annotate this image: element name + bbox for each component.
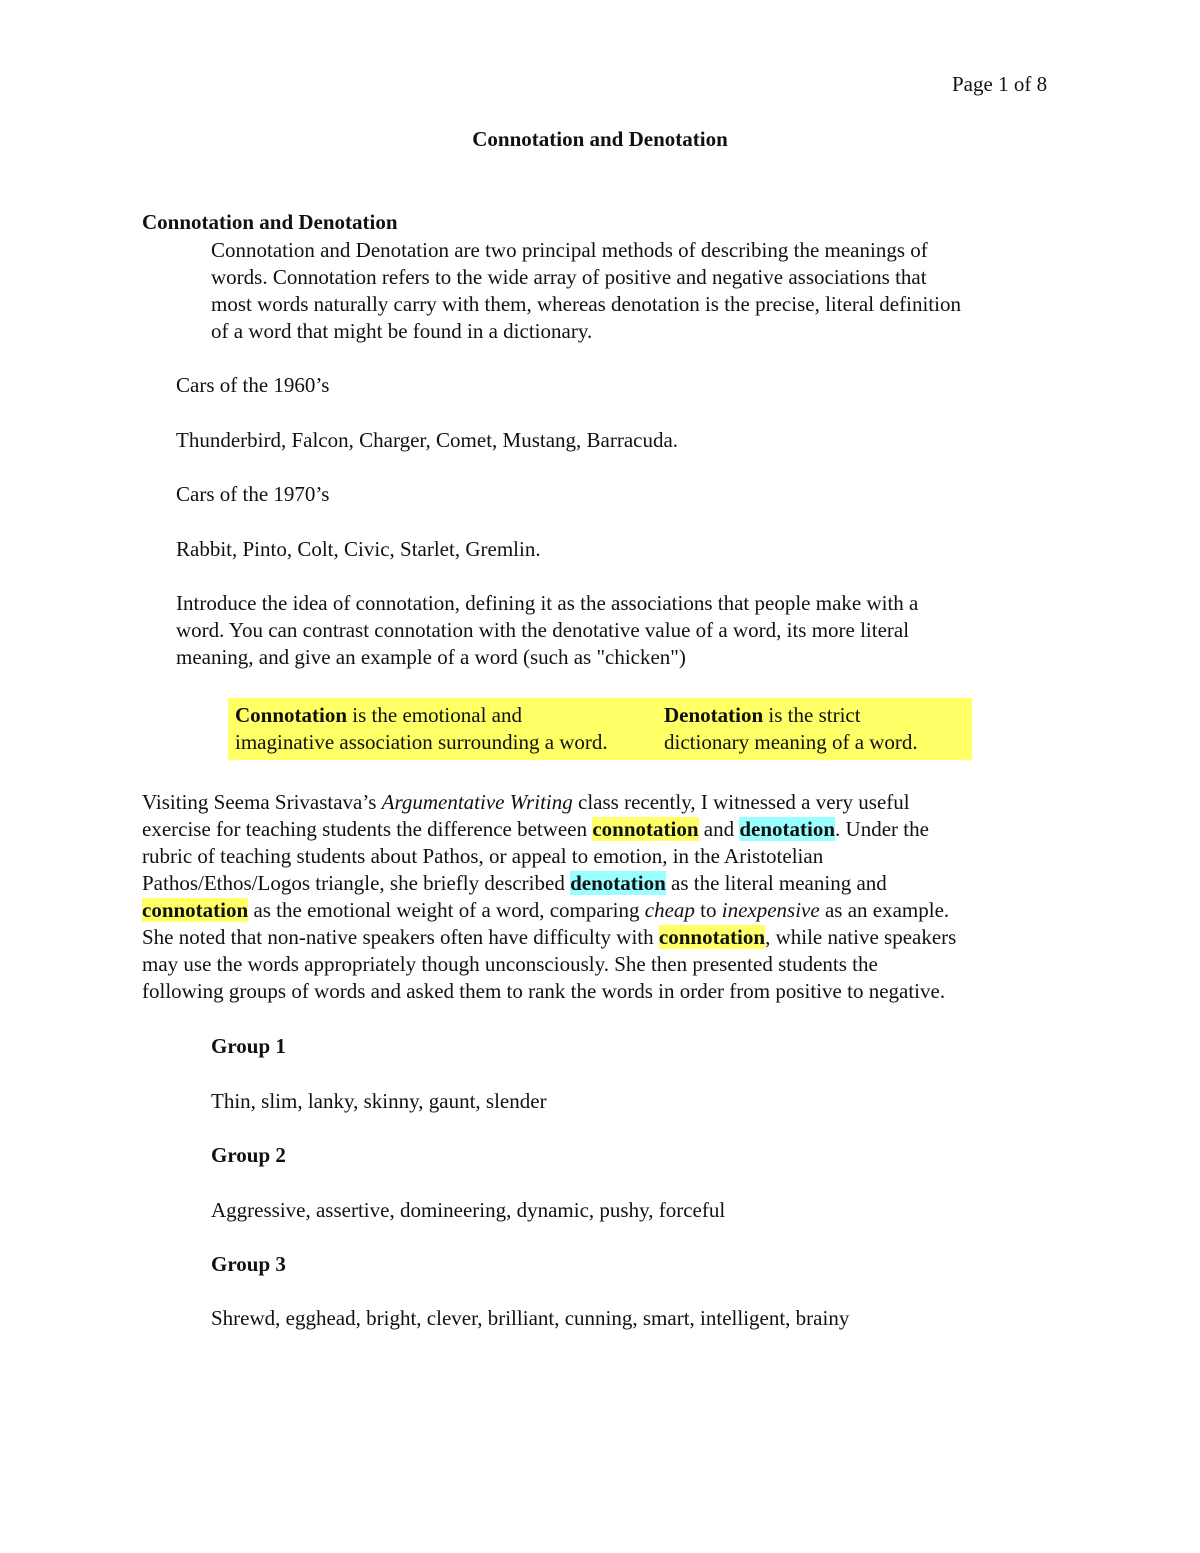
paragraph-line: exercise for teaching students the difference between connotation and denotation. Under the — [142, 817, 929, 841]
introduce-line: Introduce the idea of connotation, defining it as the associations that people make with a — [176, 591, 919, 615]
cars-1960-list: Thunderbird, Falcon, Charger, Comet, Mustang, Barracuda. — [176, 428, 679, 452]
paragraph-line: may use the words appropriately though unconsciously. She then presented students the — [142, 952, 878, 976]
paragraph-line: connotation as the emotional weight of a word, comparing cheap to inexpensive as an example. — [142, 898, 950, 922]
group-2-words: Aggressive, assertive, domineering, dynamic, pushy, forceful — [211, 1198, 726, 1222]
connotation-highlight: connotation — [592, 817, 699, 841]
paragraph-line: Pathos/Ethos/Logos triangle, she briefly described denotation as the literal meaning and — [142, 871, 887, 895]
intro-line: words. Connotation refers to the wide array of positive and negative associations that — [211, 265, 927, 289]
document-title: Connotation and Denotation — [472, 127, 728, 151]
paragraph-line: She noted that non-native speakers often have difficulty with connotation, while native speakers — [142, 925, 957, 949]
denotation-definition: Denotation is the strict dictionary meaning of a word. — [664, 703, 918, 754]
group-3-words: Shrewd, egghead, bright, clever, brilliant, cunning, smart, intelligent, brainy — [211, 1306, 850, 1330]
section-heading: Connotation and Denotation — [142, 210, 398, 234]
denotation-highlight: denotation — [739, 817, 836, 841]
group-1-words: Thin, slim, lanky, skinny, gaunt, slender — [211, 1089, 547, 1113]
connotation-highlight: connotation — [142, 898, 249, 922]
cars-1970-heading: Cars of the 1970’s — [176, 482, 330, 506]
intro-line: Connotation and Denotation are two principal methods of describing the meanings of — [211, 238, 928, 262]
cars-1960-heading: Cars of the 1960’s — [176, 373, 330, 397]
connotation-definition: Connotation is the emotional and imaginative association surrounding a word. — [235, 703, 608, 754]
introduce-line: meaning, and give an example of a word (such as "chicken") — [176, 645, 686, 669]
group-1-label: Group 1 — [211, 1034, 286, 1058]
intro-line: of a word that might be found in a dictionary. — [211, 319, 593, 343]
paragraph-line: Visiting Seema Srivastava’s Argumentative Writing class recently, I witnessed a very useful — [142, 790, 910, 814]
paragraph-line: rubric of teaching students about Pathos, or appeal to emotion, in the Aristotelian — [142, 844, 824, 868]
intro-paragraph — [211, 237, 961, 345]
introduce-paragraph — [176, 590, 918, 671]
definitions-box — [228, 698, 972, 760]
group-3-label: Group 3 — [211, 1252, 286, 1276]
introduce-line: word. You can contrast connotation with the denotative value of a word, its more literal — [176, 618, 910, 642]
cars-1970-list: Rabbit, Pinto, Colt, Civic, Starlet, Gremlin. — [176, 537, 541, 561]
group-2-label: Group 2 — [211, 1143, 286, 1167]
paragraph-line: following groups of words and asked them to rank the words in order from positive to negative. — [142, 979, 946, 1003]
connotation-highlight: connotation — [658, 925, 766, 949]
denotation-highlight: denotation — [570, 871, 666, 895]
visiting-paragraph — [142, 789, 956, 1005]
course-title: Argumentative Writing — [381, 790, 573, 814]
denotation-term: Denotation — [664, 703, 764, 727]
connotation-term: Connotation — [235, 703, 348, 727]
intro-line: most words naturally carry with them, whereas denotation is the precise, literal definition — [211, 292, 961, 316]
page-number: Page 1 of 8 — [952, 72, 1048, 96]
